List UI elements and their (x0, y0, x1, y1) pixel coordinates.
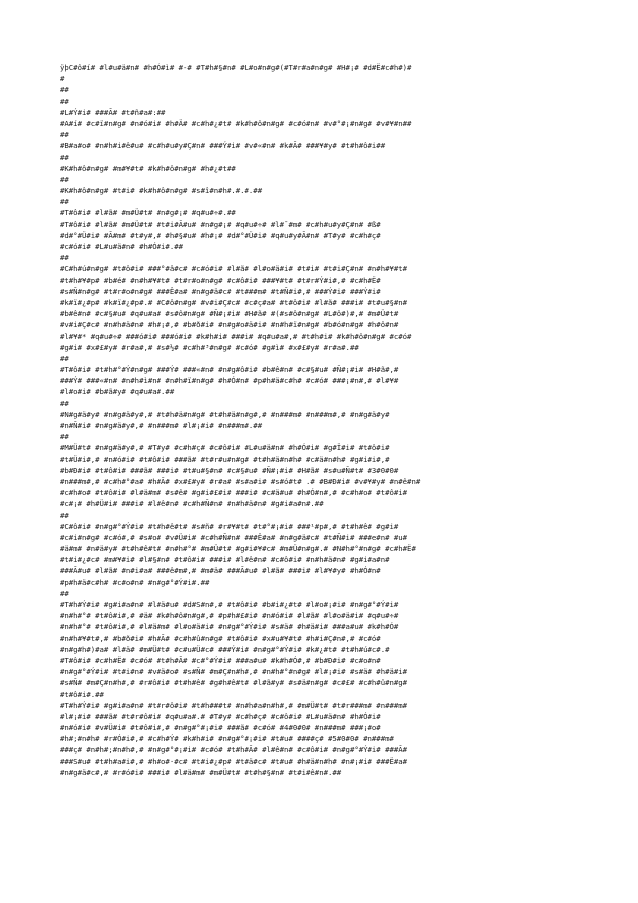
text-line: #T#h#Ý#i# #g#i#a#n# #t#r#ô#i# #t#h###t# #n#h#a#n#h#,# #m#Ü#t# #t#r###m# #n###m# (60, 700, 408, 710)
text-line: ## (60, 130, 69, 140)
document-text-body (60, 62, 628, 778)
text-line: #l#¥#* #q#u#÷# ###ó#i# ###ó#i# #k#h#i# ###i# #q#u#a#,# #t#h#i# #k#h#ô#n#g# #c#ó# (60, 331, 412, 341)
text-line: #A#í# #c#ï#n#g# #n#ó#i# #h#Ä# #c#h#¿#t# #k#h#ô#n#g# #c#ó#n# #v#°#¡#n#g# #v#¥#n## (60, 118, 412, 128)
text-line: #t#h#¥#p# #b#é# #n#h#¥#t# #t#r#o#n#g# #c#ô#i# ###¥#t# #t#r#Ý#i#,# #c#h#Ë# (60, 275, 381, 285)
text-line: #b#ê#n# #c#§#u# #q#u#a# #s#ô#n#g# #Ñ#¡#i# #H#ã# #(#s#ô#n#g# #L#ô#)#,# #m#Ü#t# (60, 309, 399, 319)
text-line: #n#g#h#)#a# #l#ä# #m#Ü#t# #c#u#Ü#c# ###Ý#i# #n#g#°#Ý#i# #k#¿#t# #t#h#ú#c#.# (60, 644, 390, 654)
text-line: #n#h#°# #t#ô#i#,# #ä# #k#h#ô#n#g#,# #p#h#£#i# #n#ó#i# #l#ã# #l#o#ä#i# #q#u#÷# (60, 611, 399, 621)
text-line: ###Ý# ###«#n# #n#h#ì#n# #n#h#ï#n#g# #h#Ó#n# #p#h#ä#c#h# #c#ó# ###¡#n#,# #l#¥# (60, 376, 399, 386)
text-line: #T#ô#i# #l#ã# #m#Ü#t# #t#i#Ã#u# #n#g#¡# #q#u#÷# #l#¯#m# #c#h#u#y#Ç#n# #ß# (60, 219, 381, 229)
text-line: #M#Ü#t# #n#g#ä#y#,# #T#y# #c#h#ç# #c#ô#i# #L#u#ä#n# #h#Ó#i# #g#Ï#i# #t#ô#i# (60, 443, 390, 453)
text-line: #v#i#Ç#c# #n#h#ä#n# #h#¡#,# #b#ð#i# #n#g#o#ä#i# #n#h#ï#n#g# #b#ó#n#g# #h#ô#n# (60, 320, 399, 330)
text-line: #n#g#ä#c#,# #r#ó#i# ###i# #l#ä#m# #m#Ü#t# #t#h#§#n# #t#i#ê#n#.## (60, 767, 342, 777)
text-line: #K#h#ô#n#g# #m#¥#t# #k#h#ô#n#g# #h#¿#t## (60, 163, 236, 173)
text-line: #T#ô#i# #c#h#Ë# #c#ó# #t#h#Ã# #c#°#Ý#i# ###a#u# #k#h#Ó#,# #b#Ð#i# #c#o#n# (60, 655, 381, 665)
text-line: #c#i#n#g# #c#ó#,# #s#o# #v#Ü#i# #c#h#Ñ#n# ###Ê#a# #n#g#ä#c# #t#Ñ#i# ###e#n# #u# (60, 532, 408, 542)
text-line: #T#ô#i# #l#ã# #m#Ü#t# #n#g#¡# #q#u#÷#.## (60, 208, 236, 218)
text-line: ## (60, 174, 69, 184)
text-line: ## (60, 253, 69, 263)
text-line: #h#;#n#h# #r#Ó#i#,# #c#h#Ý# #k#h#i# #n#g#°#¡#i# #t#u# ####ç# #5#0#0# #n###m# (60, 734, 394, 744)
text-line: ###ç# #n#h#;#n#h#,# #n#g#°#¡#i# #c#ó# #t#h#Ã# #l#ê#n# #c#ô#i# #n#g#°#Ý#i# ###Ã# (60, 745, 408, 755)
text-line: #l#o#i# #b#ã#y# #q#u#a#.## (60, 387, 175, 397)
text-line: #T#h#Ý#i# #g#i#a#n# #l#ä#u# #d#S#n#,# #t#ô#i# #b#i#¿#t# #l#o#¡#i# #n#g#°#Ý#i# (60, 600, 399, 609)
text-line: ## (60, 510, 69, 520)
text-line: #ä#m# #n#ä#y# #t#h#ê#t# #n#h#°# #m#Ü#t# #g#i#¥#c# #m#Ü#n#g#.# #N#h#°#n#g# #c#h#Ë# (60, 544, 416, 554)
text-line: #L#Ý#i# ###Ã# #t#ñ#a#:## (60, 107, 166, 117)
text-line: #d#°#Ü#i# #Ã#m# #t#y#,# #h#§#u# #h#¡# #d#°#Ü#i# #q#u#y#Ã#n# #T#y# #c#h#ç# (60, 230, 381, 240)
text-line: #g#i# #x#£#y# #r#a#,# #s#½# #c#h#³#n#g# #c#ó# #g#ì# #x#£#y# #r#a#.## (60, 342, 359, 352)
text-line: #n#ó#i# #v#Ü#i# #t#ô#i#,# #n#g#°#¡#i# ###ã# #c#ó# #4#0#0# #n###m# ###¡#o# (60, 723, 381, 733)
text-line: ## (60, 588, 69, 598)
text-line: #n#h#°# #t#ô#i#,# #l#ä#m# #l#o#ä#i# #n#g#°#Ý#i# #s#ä# #h#ä#i# ###a#u# #k#h#Ó# (60, 622, 399, 632)
text-line: #s#Ñ#n#g# #t#r#o#n#g# ###Ê#a# #n#g#ä#c# #t###m# #t#Ñ#i#,# ###Ý#i# ###Ý#i# (60, 286, 381, 296)
text-line: ###S#u# #t#h#a#i#,# #h#o#·#c# #t#i#¿#p# #t#ä#c# #t#u# #h#ä#n#h# #n#¡#i# ###Ë#a# (60, 756, 408, 766)
text-line: #c#h#o# #t#ô#i# #l#ä#m# #s#ê# #g#i#£#i# ###i# #c#ä#u# #h#Ó#n#,# #c#h#o# #t#ô#i# (60, 488, 408, 498)
text-line: ## (60, 85, 69, 95)
text-line: ## (60, 398, 69, 408)
text-line: #s#Ñ# #m#Ç#n#h#,# #r#ô#i# #t#h#ê# #g#h#ê#t# #l#ã#y# #s#ä#n#g# #c#£# #c#h#û#n#g# (60, 678, 408, 688)
text-line: #t#i#¿#c# #m#¥#i# #l#§#n# #t#ô#i# ###i# #l#ê#n# #c#ô#i# #n#h#ä#n# #g#i#a#n# (60, 555, 390, 565)
text-line: #n#Ñ#i# #n#g#ä#y#,# #n###m# #l#¡#i# #n###m#.## (60, 421, 263, 430)
text-line: #K#h#ô#n#g# #t#i# #k#h#ô#n#g# #s#î#n#h#.#.#.## (60, 186, 263, 196)
text-line: #N#g#ä#y# #n#g#ä#y#,# #t#h#ä#n#g# #t#h#ä#n#g#,# #n###m# #n###m#,# #n#g#ä#y# (60, 409, 390, 419)
text-line: # (60, 74, 65, 84)
text-line: ## (60, 432, 69, 442)
text-line: ## (60, 96, 69, 106)
text-line: #C#ô#i# #n#g#°#Ý#i# #t#h#ê#t# #s#ñ# #r#¥#t# #t#°#¡#i# ###¹#p#,# #t#h#ê# #g#i# (60, 521, 399, 531)
text-line: #t#ô#i#.## (60, 689, 104, 699)
text-line: #b#Ð#i# #t#ô#i# ###ã# ###i# #t#u#§#n# #c#§#u# #Ñ#¡#i# #H#ã# #s#u#Ñ#t# #3#0#0# (60, 465, 399, 475)
text-line: #p#h#ä#c#h# #c#o#n# #n#g#°#Ý#i#.## (60, 577, 210, 587)
text-line: ÿþC#ô#í# #l#u#ä#n# #h#Ó#ì# #-# #T#h#§#n# #L#o#n#g#(#T#r#a#n#g# #H#¡# #d#Ë#c#h#)# (60, 63, 412, 72)
text-line: ## (60, 152, 69, 162)
text-line: ###Ã#u# #l#ã# #n#i#a# ###ê#m#,# #m#ä# ###Ã#u# #l#ã# ###i# #l#¥#y# #h#Ó#n# (60, 566, 381, 576)
text-line: ## (60, 197, 69, 207)
text-line: #c#¡# #h#Ü#i# ###i# #l#ê#n# #c#h#Ñ#n# #n#h#ä#n# #g#i#a#n#.## (60, 499, 324, 509)
text-line: #C#h#ú#n#g# #t#ô#i# ###°#â#c# #c#ó#i# #l#ã# #l#o#ä#i# #t#i# #t#i#Ç#n# #n#h#¥#t# (60, 264, 408, 274)
text-line: #n#g#°#Ý#i# #t#i#n# #v#ä#o# #s#Ñ# #m#Ç#n#h#,# #n#h#°#n#g# #l#¡#i# #s#ä# #h#ä#i# (60, 667, 408, 677)
text-line: #n#h#¥#t#,# #b#ð#i# #h#Ã# #c#h#û#n#g# #t#ô#i# #x#u#¥#t# #h#i#Ç#n#,# #c#ó# (60, 633, 381, 643)
text-line: ## (60, 353, 69, 363)
text-line: #l#¡#i# ###ã# #t#r#ô#i# #q#u#a#.# #T#y# #c#h#ç# #c#ô#i# #L#u#ä#n# #h#Ó#i# (60, 711, 381, 721)
text-line: #t#Ü#i#,# #n#ó#i# #t#ô#i# ###ã# #t#r#u#n#g# #t#h#ä#n#h# #c#ä#n#h# #g#i#i#,# (60, 454, 390, 464)
text-line: #c#ó#i# #L#u#ä#n# #h#Ó#i#.## (60, 242, 184, 251)
text-line: #B#a#o# #n#h#i#ê#u# #c#h#u#y#Ç#n# ###Ý#i# #v#«#n# #k#Ã# ###¥#y# #t#h#ô#i## (60, 141, 386, 151)
text-line: #n###m#,# #c#h#°#a# #h#Ã# #x#£#y# #r#a# #s#a#i# #s#ó#t# .# #B#Ð#i# #v#¥#y# #n#ê#n# (60, 476, 421, 486)
text-line: #T#ô#i# #t#h#°#Ý#n#g# ###Ý# ###«#n# #n#g#ô#i# #b#ê#n# #c#§#u# #Ñ#¡#i# #H#ã#,# (60, 365, 399, 375)
text-line: #k#ï#¿#p# #k#ï#¿#p#.# #C#ô#n#g# #v#i#Ç#c# #c#ç#a# #t#ô#i# #l#ã# ###i# #t#u#§#n# (60, 297, 408, 307)
